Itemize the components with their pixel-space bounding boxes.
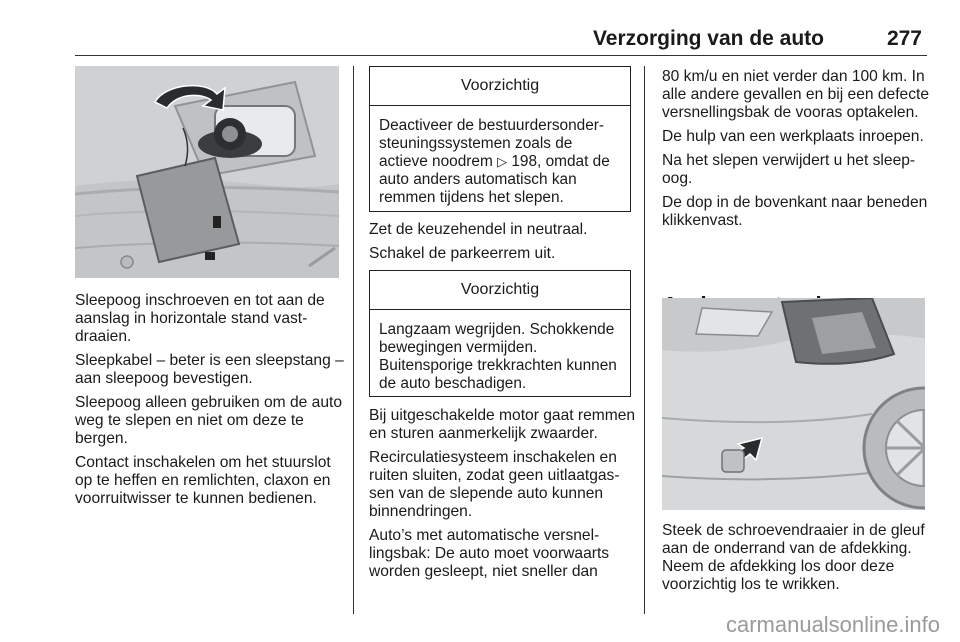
header-rule [75, 55, 927, 56]
tow-eye-front-illustration [75, 66, 339, 278]
paragraph: Sleepoog inschroeven en tot aan de aanslag in horizontale stand vastdraaien. [75, 292, 325, 345]
caution-box-1 [369, 66, 631, 212]
paragraph: Schakel de parkeerrem uit. [369, 245, 556, 262]
caution-text-part: , omdat de auto anders automatisch kan remmen tijdens het slepen. [379, 153, 610, 206]
caution-heading: Voorzichtig [370, 67, 630, 106]
caution-text: Langzaam wegrijden. Schokkende bewegingen vermijden. Buitensporige trekkrachten kunnen de auto beschadigen. [379, 321, 617, 392]
paragraph: Auto’s met automatische versnellingsbak: De auto moet voorwaarts worden gesleept, niet sneller dan [369, 527, 610, 580]
watermark: carmanualsonline.info [725, 612, 940, 637]
column-divider-right [644, 66, 645, 614]
paragraph: De hulp van een werkplaats inroepen. [662, 128, 924, 145]
figure-tow-eye-rear [662, 298, 925, 510]
middle-text-b [369, 407, 639, 587]
page-number: 277 [886, 27, 922, 50]
paragraph: Recirculatiesysteem inschakelen en ruiten sluiten, zodat geen uitlaatgassen van de slepende auto kunnen binnendringen. [369, 449, 620, 520]
caution-heading: Voorzichtig [370, 271, 630, 310]
right-text-a [662, 68, 930, 236]
paragraph: Contact inschakelen om het stuurslot op te heffen en remlichten, claxon en voorruitwisser te kunnen bedienen. [75, 454, 331, 507]
paragraph: Zet de keuzehendel in neutraal. [369, 221, 588, 238]
column-divider-left [353, 66, 354, 614]
page-header [0, 0, 960, 56]
paragraph: Sleepkabel – beter is een sleepstang – aan sleepoog bevestigen. [75, 352, 344, 387]
left-column-text [75, 292, 345, 514]
paragraph: Sleepoog alleen gebruiken om de auto weg te slepen en niet om deze te bergen. [75, 394, 343, 447]
page-reference-arrow-icon: ▷ [497, 154, 508, 169]
middle-text-a [369, 221, 639, 269]
paragraph: 80 km/u en niet verder dan 100 km. In alle andere gevallen en bij een defecte versnellingsbak de vooras optakelen. [662, 68, 930, 121]
paragraph: Steek de schroevendraaier in de gleuf aan de onderrand van de afdekking. Neem de afdekking los door deze voorzichtig los te wrikken. [662, 522, 925, 593]
figure-tow-eye-front [75, 66, 339, 278]
reference-page-number: 198 [511, 153, 538, 170]
paragraph: Bij uitgeschakelde motor gaat remmen en sturen aanmerkelijk zwaarder. [369, 407, 636, 442]
caution-box-2 [369, 270, 631, 397]
right-text-b [662, 522, 930, 600]
paragraph: Na het slepen verwijdert u het sleepoog. [662, 152, 916, 187]
caution-text [370, 106, 630, 207]
caution-text-part: Deactiveer de bestuurdersondersteuningssystemen zoals de actieve noodrem [379, 117, 605, 170]
paragraph: De dop in de bovenkant naar beneden klikkenvast. [662, 194, 928, 229]
running-head-title: Verzorging van de auto [592, 27, 824, 50]
tow-eye-rear-illustration [662, 298, 925, 510]
